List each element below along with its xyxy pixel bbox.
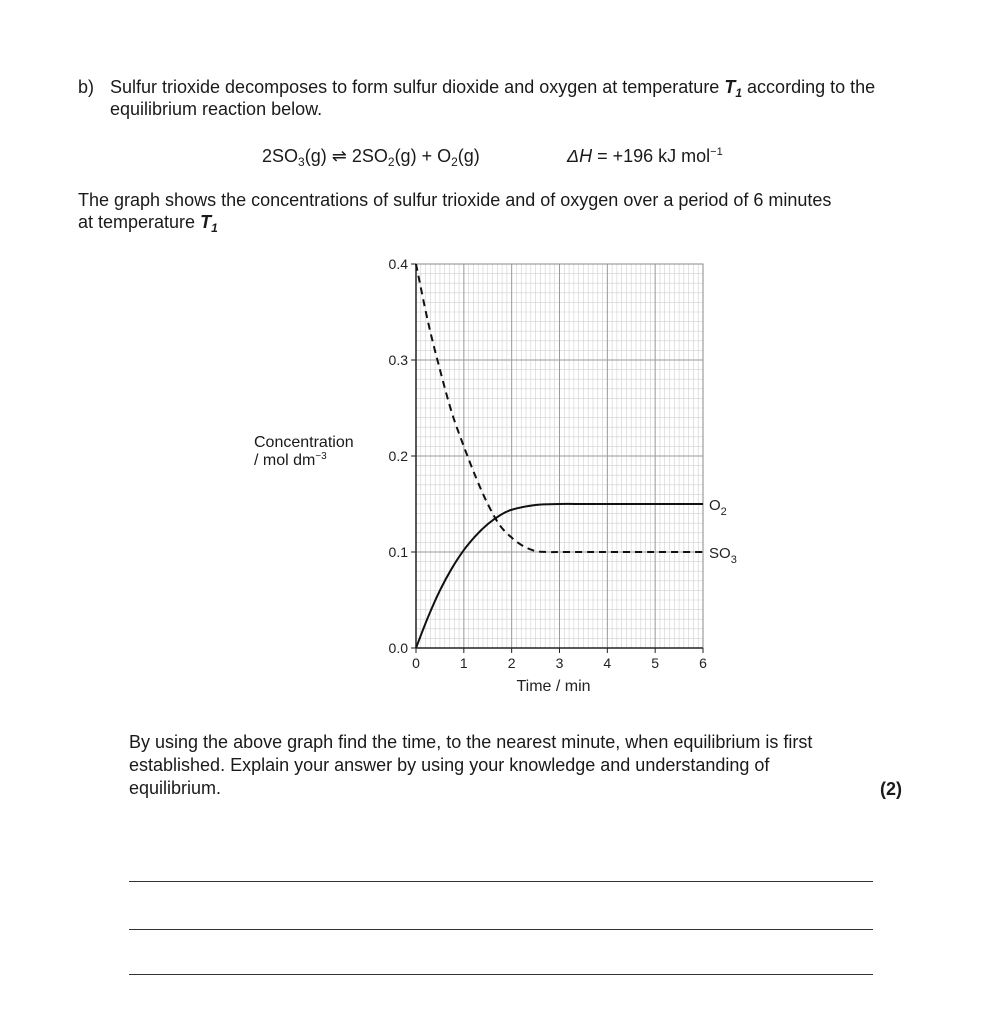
y-tick-label: 0.0 xyxy=(388,640,408,656)
prompt-line3: equilibrium. xyxy=(129,778,222,798)
x-tick-label: 3 xyxy=(555,655,564,671)
graph-intro-line1: The graph shows the concentrations of sulfur trioxide and of oxygen over a period of 6 minutes xyxy=(78,190,832,210)
y-tick-label: 0.4 xyxy=(388,256,408,272)
question-intro-line2: equilibrium reaction below. xyxy=(110,99,323,119)
y-axis-label: Concentration / mol $dm^{-3}$ xyxy=(254,434,354,469)
answer-line-1[interactable] xyxy=(129,881,873,882)
series-label-so3: $SO_3$ xyxy=(709,545,737,566)
prompt-line1: By using the above graph find the time, to the nearest minute, when equilibrium is first xyxy=(129,732,813,752)
marks-label: (2) xyxy=(880,779,902,799)
x-tick-label: 0 xyxy=(412,655,420,671)
x-tick-label: 6 xyxy=(699,655,707,671)
x-tick-label: 4 xyxy=(603,655,612,671)
series-labels xyxy=(709,497,737,566)
equilibrium-arrow: ⇌ xyxy=(331,146,347,166)
y-tick-label: 0.3 xyxy=(388,352,408,368)
x-axis-label: Time / min xyxy=(516,678,591,695)
x-tick-label: 2 xyxy=(507,655,516,671)
reaction-equation: $2SO_3(g)$ ⇌ $2SO_2(g) + O_2(g)$ xyxy=(262,146,480,169)
series-label-o2: $O_2$ xyxy=(709,497,727,518)
answer-line-2[interactable] xyxy=(129,929,873,930)
question-intro-end: according to the xyxy=(747,77,876,97)
question-intro-text: Sulfur trioxide decomposes to form sulfur dioxide and oxygen at temperature xyxy=(110,77,720,97)
enthalpy-change: ΔH = +196 kJ mol$^{-1}$ xyxy=(567,146,723,166)
graph-intro-line2: at temperature $T_1$ xyxy=(78,212,218,235)
temperature-variable: $T_1$ xyxy=(724,77,743,100)
question-label: b) xyxy=(78,77,95,97)
y-tick-label: 0.2 xyxy=(388,448,408,464)
y-tick-label: 0.1 xyxy=(388,544,408,560)
x-tick-label: 1 xyxy=(459,655,468,671)
answer-line-3[interactable] xyxy=(129,974,873,975)
prompt-line2: established. Explain your answer by using your knowledge and understanding of xyxy=(129,755,770,775)
x-tick-label: 5 xyxy=(651,655,660,671)
